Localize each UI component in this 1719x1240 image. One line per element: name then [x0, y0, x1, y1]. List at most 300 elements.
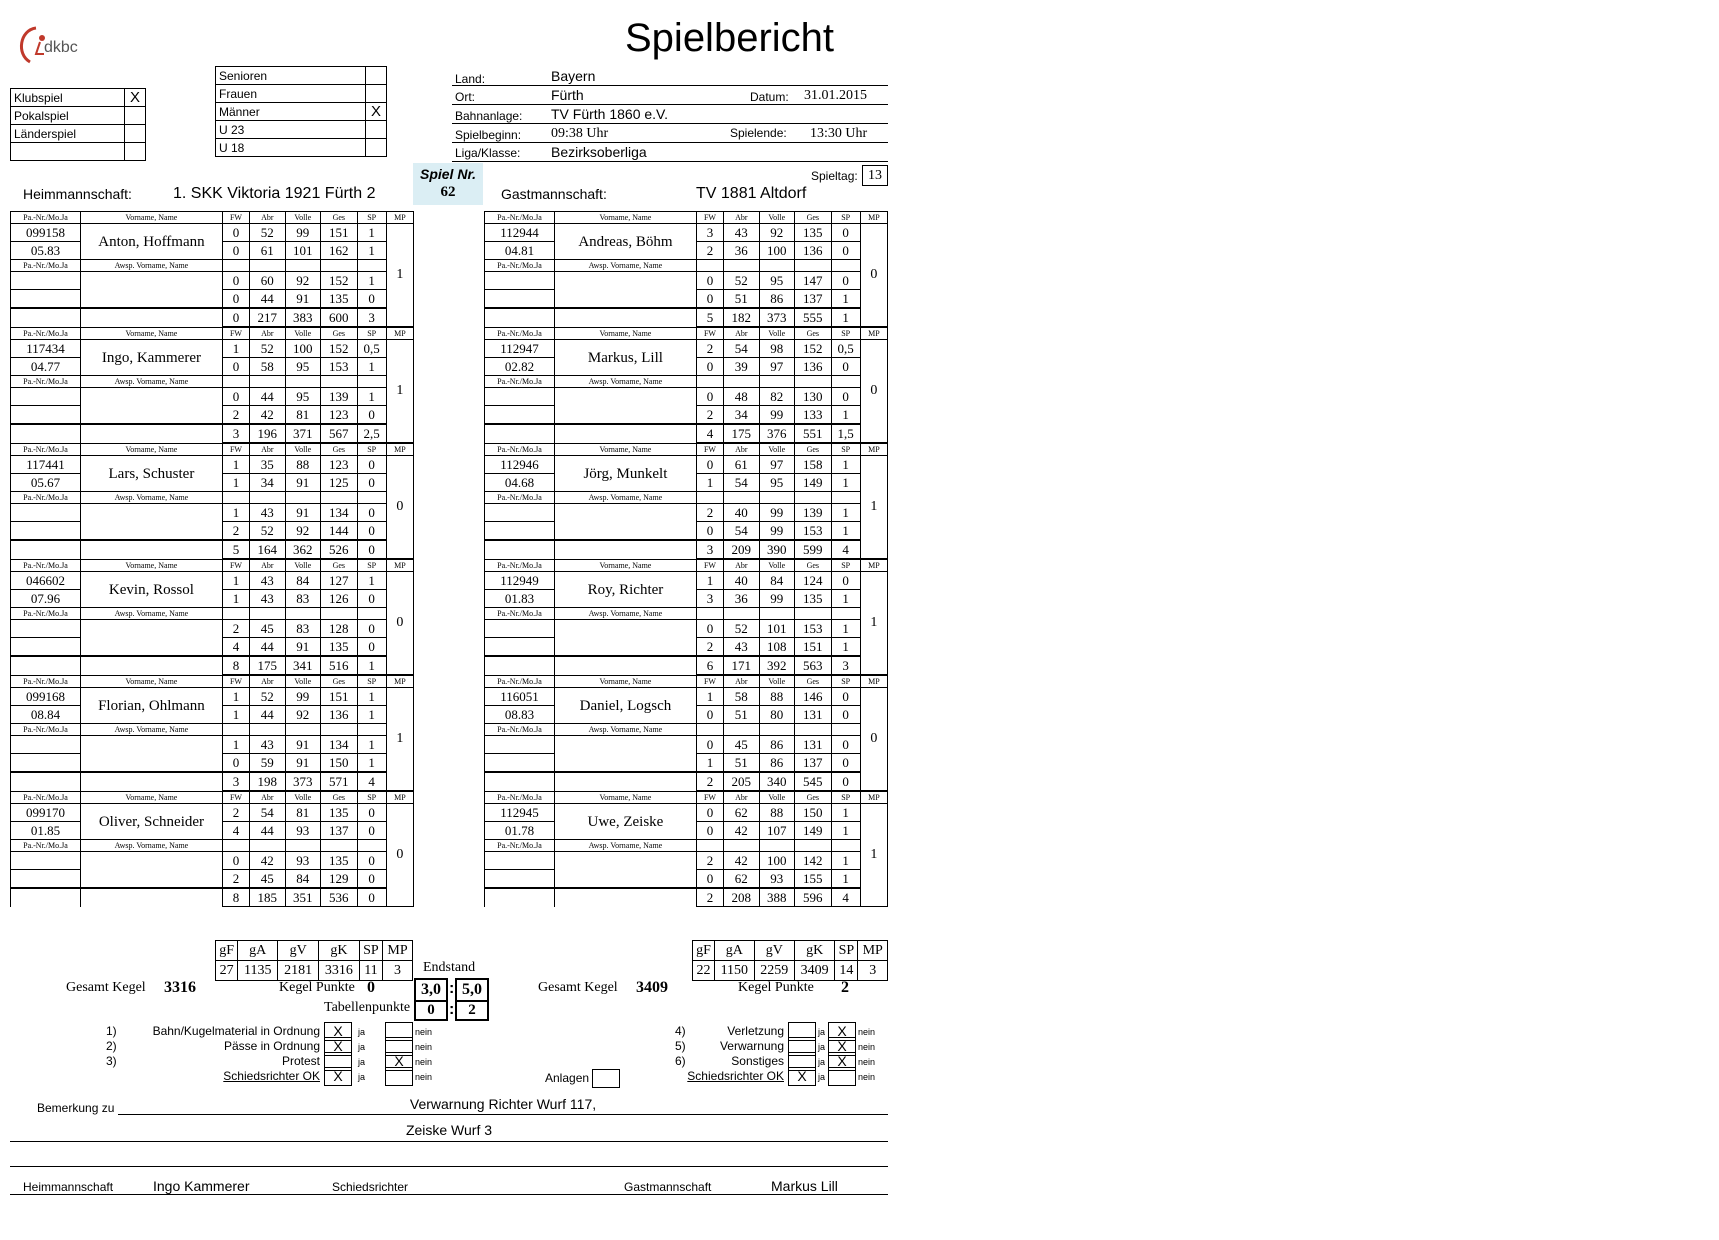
player-pass: 046602 [11, 572, 81, 590]
ja-label: ja [818, 1057, 826, 1067]
score-cell: 99 [285, 224, 320, 242]
check-ja-box[interactable]: X [324, 1067, 352, 1086]
empty-cell [696, 840, 723, 852]
awsp-name[interactable] [80, 504, 222, 541]
nein-label: nein [415, 1042, 433, 1052]
player-pass: 112945 [485, 804, 555, 822]
score-cell: 42 [250, 852, 285, 870]
score-cell: 1 [222, 590, 249, 608]
awsp-pass[interactable] [485, 504, 555, 522]
total-value: 3 [383, 961, 413, 981]
awsp-date[interactable] [11, 522, 81, 541]
home-team-header [10, 185, 412, 205]
player-mp: 1 [386, 224, 413, 327]
score-cell: 0 [222, 224, 249, 242]
table-row [485, 388, 888, 406]
check-nein-box[interactable]: X [828, 1037, 856, 1056]
score-cell: 95 [285, 358, 320, 376]
match-type-mark[interactable] [125, 125, 146, 143]
score-cell: 0 [696, 290, 723, 309]
total-value: 2181 [278, 961, 319, 981]
score-cell: 2 [222, 620, 249, 638]
total-header: SP [835, 941, 858, 961]
score-cell: 0 [222, 358, 249, 376]
awsp-date[interactable] [11, 754, 81, 773]
empty-cell [485, 656, 555, 675]
score-cell: 392 [759, 656, 794, 675]
score-cell: 2 [222, 406, 249, 425]
score-cell: 99 [759, 504, 794, 522]
score-cell: 3 [696, 590, 723, 608]
score-cell: 600 [321, 308, 358, 327]
category-label: Männer [216, 103, 366, 121]
score-cell: 84 [285, 870, 320, 889]
nein-label: nein [858, 1057, 876, 1067]
score-cell: 137 [321, 822, 358, 840]
col-header-volle: Volle [285, 676, 320, 688]
awsp-name[interactable] [554, 620, 696, 657]
col-header-pass: Pa.-Nr./Mo.Ja [485, 676, 555, 688]
score-cell: 91 [285, 290, 320, 309]
player-pass: 099158 [11, 224, 81, 242]
score-cell: 3 [222, 424, 249, 443]
score-cell: 351 [285, 888, 320, 907]
score-cell: 1,5 [831, 424, 860, 443]
score-cell: 198 [250, 772, 285, 791]
score-cell: 51 [724, 754, 759, 773]
bemerkung-line-2[interactable]: Zeiske Wurf 3 [10, 1122, 888, 1142]
home-gesamt-value: 3316 [164, 979, 196, 996]
score-cell: 135 [321, 290, 358, 309]
score-cell: 135 [321, 852, 358, 870]
category-mark[interactable] [366, 67, 387, 85]
empty-cell [759, 260, 794, 272]
awsp-date[interactable] [485, 522, 555, 541]
awsp-pass-header: Pa.-Nr./Mo.Ja [11, 376, 81, 388]
score-cell: 43 [250, 504, 285, 522]
score-cell: 0 [222, 242, 249, 260]
empty-cell [759, 492, 794, 504]
score-cell: 54 [724, 340, 759, 358]
score-cell: 82 [759, 388, 794, 406]
score-cell: 1 [357, 358, 386, 376]
col-header-mp: MP [386, 676, 413, 688]
ja-label: ja [358, 1057, 366, 1067]
score-cell: 1 [831, 638, 860, 657]
score-cell: 59 [250, 754, 285, 773]
awsp-pass[interactable] [485, 272, 555, 290]
awsp-pass[interactable] [485, 388, 555, 406]
score-cell: 217 [250, 308, 285, 327]
col-header-mp: MP [860, 328, 887, 340]
total-header: SP [359, 941, 382, 961]
score-cell: 1 [357, 272, 386, 290]
empty-cell [285, 376, 320, 388]
awsp-name[interactable] [80, 736, 222, 773]
score-cell: 99 [285, 688, 320, 706]
home-totals [215, 940, 413, 981]
guest-player-tables [484, 211, 888, 907]
empty-cell [724, 724, 759, 736]
player-name: Jörg, Munkelt [554, 456, 696, 492]
awsp-name-header: Awsp. Vorname, Name [80, 608, 222, 620]
check-nein-box[interactable]: X [385, 1052, 413, 1071]
awsp-name[interactable] [554, 736, 696, 773]
score-cell: 99 [759, 406, 794, 425]
player-name: Florian, Ohlmann [80, 688, 222, 724]
awsp-date[interactable] [11, 290, 81, 309]
awsp-date[interactable] [485, 754, 555, 773]
score-cell: 1 [222, 504, 249, 522]
awsp-name[interactable] [80, 388, 222, 425]
score-cell: 2 [222, 522, 249, 541]
score-cell: 91 [285, 754, 320, 773]
awsp-name[interactable] [80, 620, 222, 657]
score-cell: 152 [795, 340, 832, 358]
score-cell: 36 [724, 590, 759, 608]
col-header-pass: Pa.-Nr./Mo.Ja [485, 212, 555, 224]
score-cell: 0 [696, 456, 723, 474]
awsp-date[interactable] [11, 870, 81, 889]
empty-cell [321, 724, 358, 736]
score-cell: 4 [831, 888, 860, 907]
empty-cell [357, 492, 386, 504]
score-cell: 88 [759, 688, 794, 706]
score-cell: 135 [321, 638, 358, 657]
player-table [10, 791, 414, 907]
col-header-name: Vorname, Name [554, 444, 696, 456]
col-header-volle: Volle [759, 444, 794, 456]
total-value: 1135 [238, 961, 278, 981]
empty-cell [831, 724, 860, 736]
datum-value: 31.01.2015 [804, 88, 867, 103]
total-header: gF [693, 941, 715, 961]
ja-label: ja [818, 1072, 826, 1082]
ort-value: Fürth [551, 87, 584, 103]
anlagen-box[interactable] [592, 1069, 620, 1088]
col-header-abr: Abr [724, 792, 759, 804]
col-header-sp: SP [831, 328, 860, 340]
bemerkung-line-1[interactable]: Verwarnung Richter Wurf 117, [118, 1096, 888, 1115]
score-cell: 0 [222, 388, 249, 406]
score-cell: 123 [321, 406, 358, 425]
player-name: Oliver, Schneider [80, 804, 222, 840]
awsp-date[interactable] [485, 406, 555, 425]
player-pass: 112949 [485, 572, 555, 590]
score-cell: 0 [357, 852, 386, 870]
col-header-abr: Abr [250, 444, 285, 456]
col-header-mp: MP [386, 444, 413, 456]
awsp-date[interactable] [11, 406, 81, 425]
total-header: gV [754, 941, 794, 961]
empty-cell [759, 376, 794, 388]
col-header-pass: Pa.-Nr./Mo.Ja [485, 792, 555, 804]
empty-cell [724, 608, 759, 620]
beginn-label: Spielbeginn: [455, 128, 522, 142]
score-cell: 43 [250, 736, 285, 754]
category-mark[interactable]: X [366, 103, 387, 121]
check-ja-box[interactable]: X [324, 1022, 352, 1041]
sign-home-name[interactable]: Ingo Kammerer [153, 1178, 250, 1194]
score-cell: 4 [222, 638, 249, 657]
empty-cell [831, 608, 860, 620]
awsp-date[interactable] [485, 870, 555, 889]
check-nein-box[interactable] [385, 1067, 413, 1086]
guest-totals [692, 940, 888, 981]
table-row [11, 572, 414, 590]
checklist-right [660, 1022, 900, 1086]
awsp-pass[interactable] [11, 736, 81, 754]
empty-cell [80, 424, 222, 443]
player-date: 04.68 [485, 474, 555, 492]
score-cell: 92 [285, 272, 320, 290]
check-label: Schiedsrichter OK [687, 1069, 784, 1083]
table-row [11, 772, 414, 791]
awsp-pass[interactable] [11, 620, 81, 638]
score-cell: 137 [795, 290, 832, 309]
match-type-mark[interactable] [125, 107, 146, 125]
player-mp: 1 [860, 804, 887, 907]
table-row [11, 656, 414, 675]
score-cell: 108 [759, 638, 794, 657]
score-cell: 54 [250, 804, 285, 822]
score-cell: 52 [250, 224, 285, 242]
score-cell: 43 [724, 638, 759, 657]
col-header-pass: Pa.-Nr./Mo.Ja [485, 328, 555, 340]
score-cell: 152 [321, 272, 358, 290]
player-pass: 112944 [485, 224, 555, 242]
score-cell: 92 [759, 224, 794, 242]
check-num: 6) [675, 1054, 686, 1068]
check-nein-box[interactable]: X [828, 1022, 856, 1041]
score-cell: 44 [250, 290, 285, 309]
awsp-pass[interactable] [485, 620, 555, 638]
score-cell: 83 [285, 590, 320, 608]
col-header-mp: MP [860, 212, 887, 224]
score-cell: 182 [724, 308, 759, 327]
score-cell: 137 [795, 754, 832, 773]
table-row [485, 260, 888, 272]
score-cell: 139 [795, 504, 832, 522]
awsp-pass-header: Pa.-Nr./Mo.Ja [485, 260, 555, 272]
score-cell: 2 [696, 772, 723, 791]
empty-cell [485, 424, 555, 443]
score-cell: 52 [724, 620, 759, 638]
guest-gesamt-value: 3409 [636, 979, 668, 996]
score-cell: 0 [357, 804, 386, 822]
col-header-volle: Volle [285, 444, 320, 456]
score-cell: 151 [321, 224, 358, 242]
home-team-label: Heimmannschaft: [23, 186, 132, 202]
empty-cell [285, 724, 320, 736]
empty-cell [696, 724, 723, 736]
table-row [11, 804, 414, 822]
score-cell: 8 [222, 888, 249, 907]
col-header-sp: SP [357, 792, 386, 804]
awsp-pass[interactable] [485, 736, 555, 754]
col-header-fw: FW [222, 560, 249, 572]
awsp-name[interactable] [554, 272, 696, 309]
awsp-pass[interactable] [11, 504, 81, 522]
player-mp: 1 [860, 572, 887, 675]
table-row [11, 376, 414, 388]
score-cell: 1 [696, 474, 723, 492]
score-cell: 164 [250, 540, 285, 559]
score-cell: 131 [795, 736, 832, 754]
score-cell: 175 [724, 424, 759, 443]
col-header-ges: Ges [321, 444, 358, 456]
total-value: 1150 [714, 961, 754, 981]
awsp-pass-header: Pa.-Nr./Mo.Ja [485, 608, 555, 620]
tabellen-separator: : [449, 1001, 455, 1018]
category-mark[interactable] [366, 121, 387, 139]
score-cell: 563 [795, 656, 832, 675]
empty-cell [357, 840, 386, 852]
spiel-nr-box [413, 163, 483, 205]
score-cell: 0 [357, 504, 386, 522]
score-cell: 101 [285, 242, 320, 260]
empty-cell [250, 376, 285, 388]
score-cell: 536 [321, 888, 358, 907]
category-label: Senioren [216, 67, 366, 85]
table-row [485, 804, 888, 822]
awsp-name[interactable] [554, 852, 696, 889]
category-mark[interactable] [366, 85, 387, 103]
check-ja-box[interactable]: X [324, 1037, 352, 1056]
check-nein-box[interactable]: X [828, 1052, 856, 1071]
player-pass: 099168 [11, 688, 81, 706]
awsp-date[interactable] [11, 638, 81, 657]
player-name: Markus, Lill [554, 340, 696, 376]
awsp-pass[interactable] [485, 852, 555, 870]
score-cell: 80 [759, 706, 794, 724]
score-cell: 107 [759, 822, 794, 840]
score-cell: 92 [285, 522, 320, 541]
score-cell: 135 [795, 224, 832, 242]
col-header-mp: MP [860, 560, 887, 572]
score-cell: 0 [222, 290, 249, 309]
empty-cell [759, 724, 794, 736]
score-cell: 131 [795, 706, 832, 724]
match-type-mark[interactable]: X [125, 89, 146, 107]
score-cell: 0 [357, 638, 386, 657]
score-cell: 0 [696, 388, 723, 406]
ja-label: ja [358, 1027, 366, 1037]
table-row [11, 492, 414, 504]
score-cell: 149 [795, 822, 832, 840]
awsp-pass[interactable] [11, 272, 81, 290]
score-cell: 2 [696, 888, 723, 907]
match-type-mark[interactable] [125, 143, 146, 161]
empty-cell [759, 608, 794, 620]
score-cell: 0 [696, 870, 723, 889]
awsp-name[interactable] [80, 852, 222, 889]
col-header-abr: Abr [250, 328, 285, 340]
empty-cell [321, 608, 358, 620]
score-cell: 127 [321, 572, 358, 590]
score-cell: 162 [321, 242, 358, 260]
score-cell: 42 [724, 822, 759, 840]
player-mp: 1 [386, 340, 413, 443]
score-cell: 0 [831, 224, 860, 242]
awsp-name[interactable] [554, 504, 696, 541]
table-row [485, 688, 888, 706]
col-header-name: Vorname, Name [554, 328, 696, 340]
score-cell: 175 [250, 656, 285, 675]
tabellen-guest: 2 [455, 1000, 489, 1021]
score-cell: 388 [759, 888, 794, 907]
score-cell: 1 [831, 522, 860, 541]
liga-value: Bezirksoberliga [551, 144, 647, 160]
empty-cell [795, 724, 832, 736]
score-cell: 371 [285, 424, 320, 443]
check-nein-box[interactable] [828, 1067, 856, 1086]
score-cell: 4 [357, 772, 386, 791]
table-row [485, 376, 888, 388]
empty-cell [724, 840, 759, 852]
bahn-label: Bahnanlage: [455, 109, 523, 123]
awsp-date[interactable] [485, 290, 555, 309]
awsp-date[interactable] [485, 638, 555, 657]
category-mark[interactable] [366, 139, 387, 157]
score-cell: 1 [696, 754, 723, 773]
bemerkung-line-3[interactable] [10, 1148, 888, 1167]
score-cell: 0 [696, 522, 723, 541]
tabellen-home: 0 [414, 1000, 448, 1021]
score-cell: 44 [250, 822, 285, 840]
player-date: 04.81 [485, 242, 555, 260]
player-date: 08.84 [11, 706, 81, 724]
score-cell: 61 [250, 242, 285, 260]
check-ja-box[interactable]: X [788, 1067, 816, 1086]
check-label: Schiedsrichter OK [223, 1069, 320, 1083]
col-header-abr: Abr [724, 560, 759, 572]
col-header-abr: Abr [250, 792, 285, 804]
score-cell: 0 [357, 290, 386, 309]
awsp-name[interactable] [80, 272, 222, 309]
player-mp: 0 [860, 340, 887, 443]
score-cell: 526 [321, 540, 358, 559]
empty-cell [724, 260, 759, 272]
beginn-value: 09:38 Uhr [551, 126, 609, 141]
score-cell: 125 [321, 474, 358, 492]
table-row [485, 852, 888, 870]
score-cell: 155 [795, 870, 832, 889]
total-value: 11 [359, 961, 382, 981]
table-row [11, 852, 414, 870]
score-cell: 341 [285, 656, 320, 675]
col-header-sp: SP [831, 444, 860, 456]
awsp-pass[interactable] [11, 852, 81, 870]
score-cell: 4 [222, 822, 249, 840]
score-cell: 86 [759, 290, 794, 309]
awsp-pass[interactable] [11, 388, 81, 406]
awsp-name[interactable] [554, 388, 696, 425]
col-header-pass: Pa.-Nr./Mo.Ja [11, 212, 81, 224]
guest-gesamt-label: Gesamt Kegel [538, 980, 618, 995]
score-cell: 0 [222, 272, 249, 290]
score-cell: 3 [696, 540, 723, 559]
score-cell: 91 [285, 474, 320, 492]
sign-guest-name[interactable]: Markus Lill [771, 1178, 838, 1194]
table-row [11, 224, 414, 242]
table-row [11, 840, 414, 852]
empty-cell [696, 492, 723, 504]
col-header-abr: Abr [724, 328, 759, 340]
table-row [485, 656, 888, 675]
score-cell: 42 [250, 406, 285, 425]
score-cell: 0 [696, 822, 723, 840]
